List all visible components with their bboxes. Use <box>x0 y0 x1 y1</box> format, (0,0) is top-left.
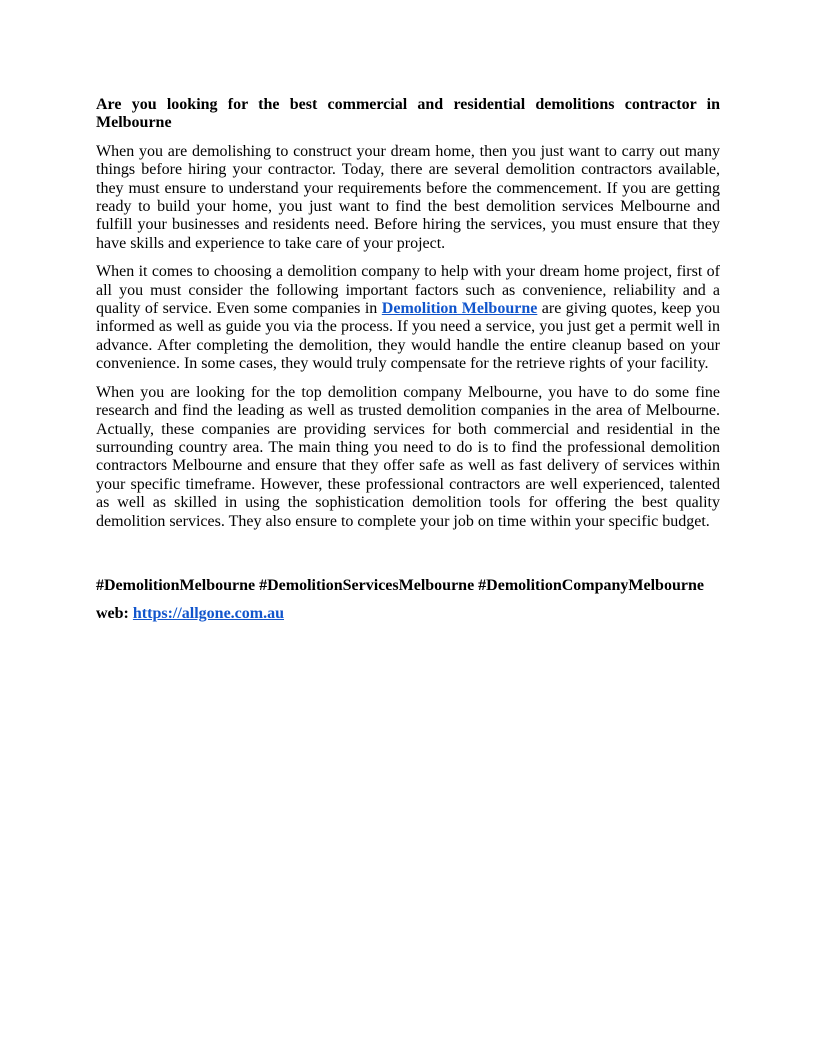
spacer <box>96 541 720 577</box>
paragraph-1: When you are demolishing to construct your dream home, then you just want to carry out many things before hiring your contractor. Today, there are several demolition contractors available, they must ensure to understand your requirements before the commencement. If you are getting ready to build your home, you just want to find the best demolition services Melbourne and fulfill your businesses and residents need. Before hiring the services, you must ensure that they have skills and experience to take care of your project. <box>96 142 720 252</box>
demolition-melbourne-link[interactable]: Demolition Melbourne <box>381 300 538 318</box>
paragraph-2 <box>96 263 720 373</box>
paragraph-3: When you are looking for the top demolition company Melbourne, you have to do some fine research and find the leading as well as trusted demolition companies in the area of Melbourne. Actually, these companies are providing services for both commercial and residential in the surrounding country area. The main thing you need to do is to find the professional demolition contractors Melbourne and ensure that they offer safe as well as fast delivery of services within your specific timeframe. However, these professional contractors are well experienced, talented as well as skilled in using the sophistication demolition tools for offering the best quality demolition services. They also ensure to complete your job on time within your specific budget. <box>96 383 720 530</box>
paragraph-2-text-after: are giving quotes, keep you informed as well as guide you via the process. If you need a service, you just get a permit well in advance. After completing the demolition, they would handle the entire cleanup based on your convenience. In some cases, they would truly compensate for the retrieve rights of your facility. <box>96 300 721 373</box>
paragraph-2-text-before: When it comes to choosing a demolition company to help with your dream home project, first of all you must consider the following important factors such as convenience, reliability and a quality of service. Even some companies in <box>96 263 720 318</box>
web-label: web: <box>96 605 133 623</box>
hashtags: #DemolitionMelbourne #DemolitionServicesMelbourne #DemolitionCompanyMelbourne <box>96 576 704 594</box>
document-page <box>96 96 720 624</box>
web-line <box>96 605 720 623</box>
document-title: Are you looking for the best commercial and residential demolitions contractor in Melbourne <box>96 96 720 132</box>
website-link[interactable]: https://allgone.com.au <box>132 605 285 623</box>
